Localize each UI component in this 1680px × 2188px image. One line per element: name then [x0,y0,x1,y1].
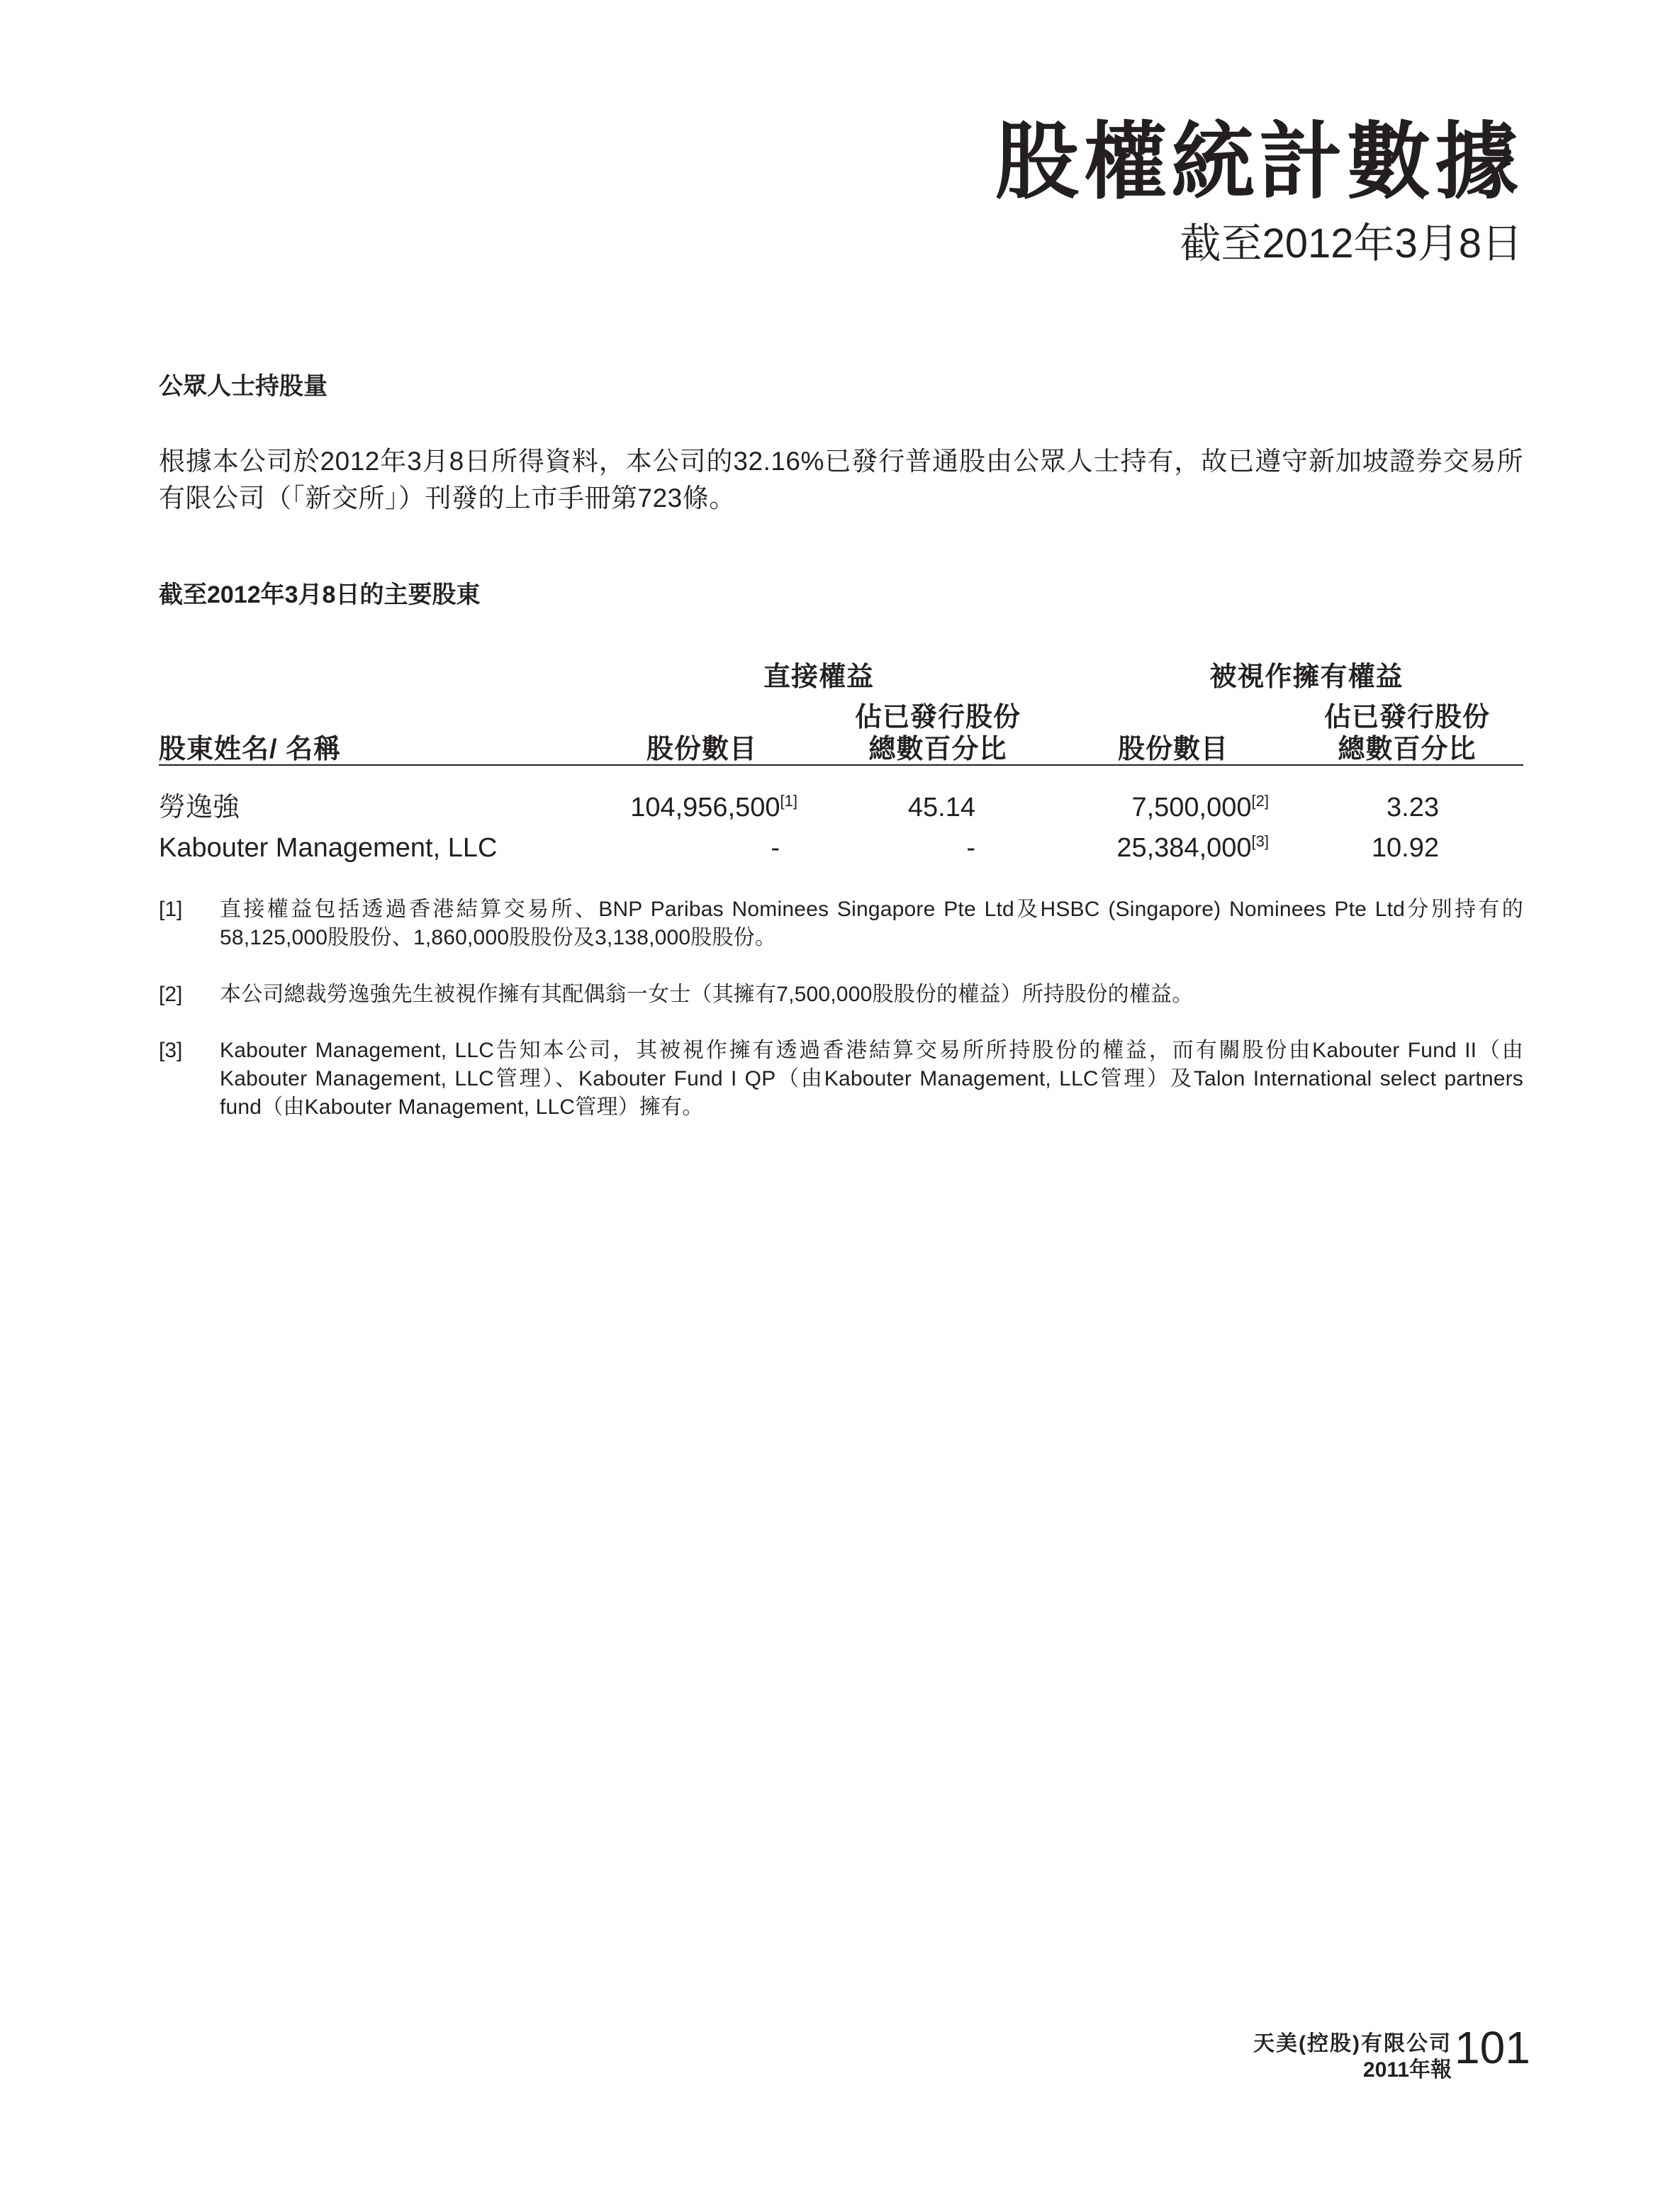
page-subtitle: 截至2012年3月8日 [1180,221,1523,267]
col-header-deemed-pct-line2: 總數百分比 [1338,735,1477,764]
group-header-direct: 直接權益 [763,662,875,692]
deemed-pct-cell: 10.92 [1371,833,1439,863]
page-number: 101 [1455,2022,1530,2073]
col-header-deemed-shares: 股份數目 [1117,735,1229,764]
direct-pct-cell: 45.14 [907,793,975,822]
col-header-direct-shares: 股份數目 [646,735,758,764]
col-header-direct-pct-line2: 總數百分比 [868,735,1007,764]
public-float-heading: 公眾人士持股量 [159,373,327,400]
note-text: 直接權益包括透過香港結算交易所、BNP Paribas Nominees Singapore Pte Ltd及HSBC (Singapore) Nominees Pte Ltd分別持有的58,125,000股股份、1,860,000股股份及3,138,000股股份。 [220,898,1523,949]
deemed-shares-cell: 7,500,000[2] [1131,792,1269,822]
page-title: 股權統計數據 [995,116,1523,209]
footer-report: 2011年報 [1362,2058,1452,2082]
direct-shares-cell: - [771,833,780,863]
footnote-ref: [1] [780,792,797,810]
direct-shares-cell: 104,956,500[1] [630,792,797,822]
deemed-pct-cell: 3.23 [1387,793,1439,822]
deemed-shares-cell: 25,384,000[3] [1116,832,1269,863]
footnote-ref: [2] [1251,792,1269,810]
note-number: [2] [159,983,183,1006]
note-number: [3] [159,1039,183,1062]
substantial-shareholders-heading: 截至2012年3月8日的主要股東 [159,581,481,608]
public-float-paragraph: 根據本公司於2012年3月8日所得資料，本公司的32.16%已發行普通股由公眾人士持有，故已遵守新加坡證券交易所有限公司（「新交所」）刊發的上市手冊第723條。 [159,447,1523,513]
footer-company: 天美(控股)有限公司 [1253,2032,1452,2055]
col-header-name: 股東姓名/ 名稱 [159,735,342,764]
footnote-ref: [3] [1251,832,1269,850]
direct-pct-cell: - [966,833,975,863]
note-text: 本公司總裁勞逸強先生被視作擁有其配偶翁一女士（其擁有7,500,000股股份的權益）所持股份的權益。 [220,983,1194,1006]
note-number: [1] [159,898,183,921]
note-text: Kabouter Management, LLC告知本公司，其被視作擁有透過香港結算交易所所持股份的權益，而有關股份由Kabouter Fund II（由Kabouter Management, LLC管理）、Kabouter Fund I QP（由Kabouter Management, LLC管理）及Talon International select partners fund（由Kabouter Management, LLC管理）擁有。 [220,1039,1523,1119]
col-header-deemed-pct-line1: 佔已發行股份 [1323,703,1491,732]
col-header-direct-pct-line1: 佔已發行股份 [854,703,1021,732]
group-header-deemed: 被視作擁有權益 [1209,662,1404,692]
table-header-rule [159,764,1523,766]
shareholder-name: 勞逸強 [159,793,240,822]
shareholder-name: Kabouter Management, LLC [159,833,498,863]
